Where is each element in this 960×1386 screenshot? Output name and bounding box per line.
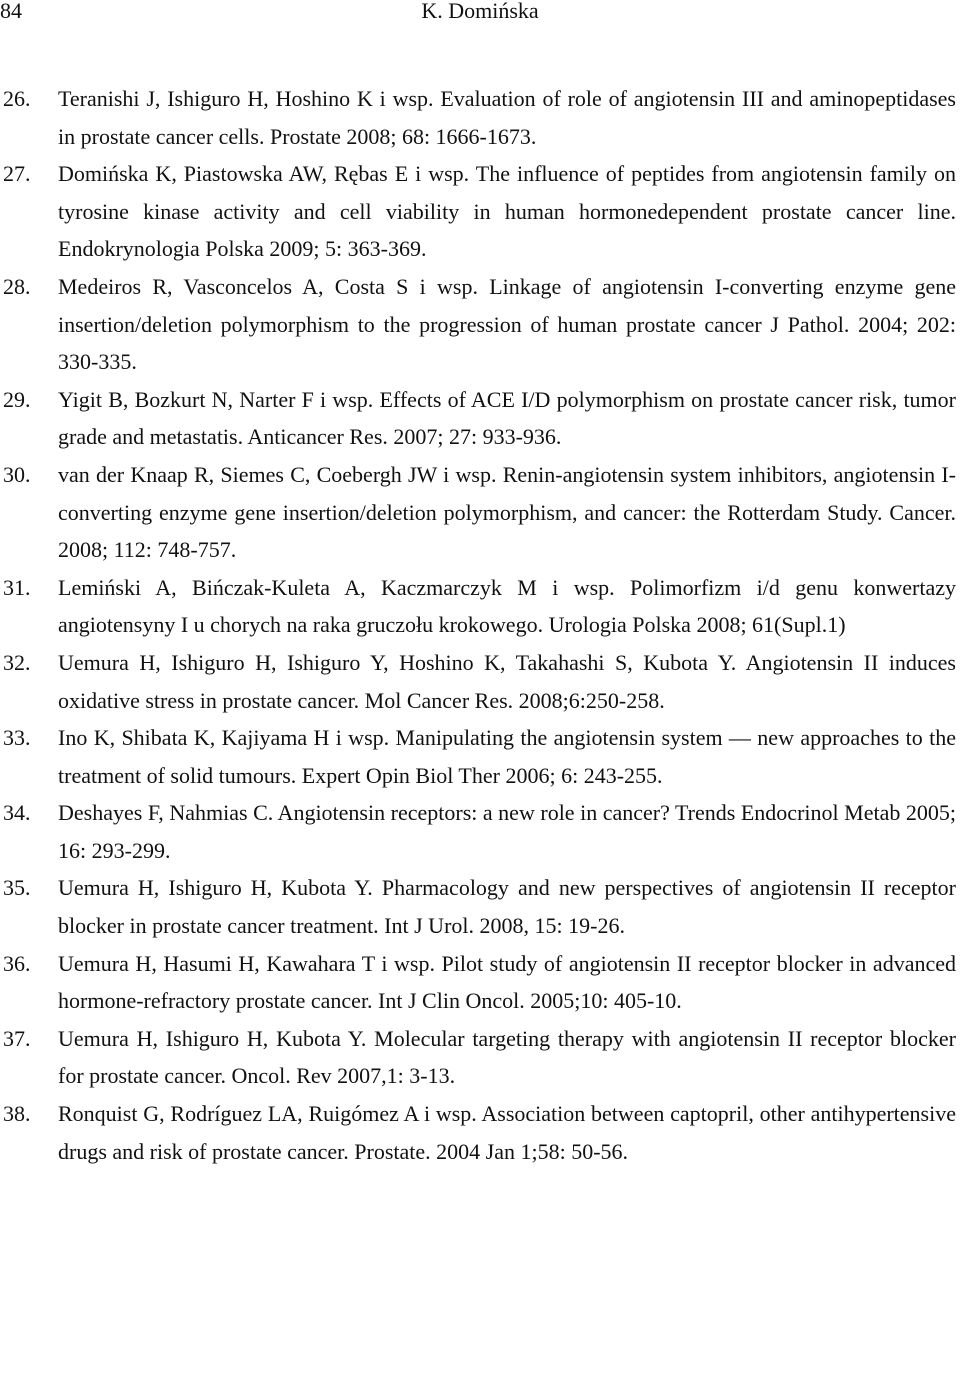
reference-item — [0, 569, 960, 644]
reference-text: van der Knaap R, Siemes C, Coebergh JW i wsp. Renin-angiotensin system inhibitors, angiotensin I-converting enzyme gene insertion/deletion polymorphism, and cancer: the Rotterdam Study. Cancer. 2008; 112: 748-757. — [58, 461, 956, 563]
reference-text: Deshayes F, Nahmias C. Angiotensin receptors: a new role in cancer? Trends Endocrinol Metab 2005; 16: 293-299. — [58, 800, 956, 863]
reference-number: 28. — [3, 273, 31, 299]
reference-number: 26. — [3, 86, 31, 111]
reference-item — [0, 869, 960, 944]
reference-number: 37. — [3, 1025, 31, 1051]
reference-text: Ino K, Shibata K, Kajiyama H i wsp. Manipulating the angiotensin system — new approaches to the treatment of solid tumours. Expert Opin Biol Ther 2006; 6: 243-255. — [58, 725, 956, 788]
reference-number: 34. — [3, 800, 31, 826]
reference-number: 27. — [3, 161, 31, 187]
reference-number: 30. — [3, 461, 31, 487]
reference-text: Domińska K, Piastowska AW, Rębas E i wsp. The influence of peptides from angiotensin family on tyrosine kinase activity and cell viability in human hormonedependent prostate cancer line. Endokrynologia Polska 2009; 5: 363-369. — [58, 161, 956, 262]
reference-text: Uemura H, Ishiguro H, Kubota Y. Pharmacology and new perspectives of angiotensin II receptor blocker in prostate cancer treatment. Int J Urol. 2008, 15: 19-26. — [58, 875, 956, 939]
reference-text: Yigit B, Bozkurt N, Narter F i wsp. Effects of ACE I/D polymorphism on prostate cancer risk, tumor grade and metastatis. Anticancer Res. 2007; 27: 933-936. — [58, 386, 956, 450]
reference-text: Uemura H, Ishiguro H, Kubota Y. Molecular targeting therapy with angiotensin II receptor blocker for prostate cancer. Oncol. Rev 2007,1: 3-13. — [58, 1025, 956, 1089]
running-head: K. Domińska — [421, 0, 539, 23]
reference-text: Uemura H, Hasumi H, Kawahara T i wsp. Pilot study of angiotensin II receptor blocker in advanced hormone-refractory prostate cancer. Int J Clin Oncol. 2005;10: 405-10. — [58, 950, 956, 1014]
reference-item — [0, 945, 960, 1020]
reference-number: 33. — [3, 725, 31, 751]
page-number: 84 — [0, 0, 22, 23]
reference-number: 31. — [3, 574, 31, 600]
reference-list — [0, 80, 960, 1170]
reference-item — [0, 155, 960, 268]
reference-text: Ronquist G, Rodríguez LA, Ruigómez A i wsp. Association between captopril, other antihypertensive drugs and risk of prostate cancer. Prostate. 2004 Jan 1;58: 50-56. — [58, 1101, 956, 1164]
reference-item — [0, 268, 960, 381]
reference-item — [0, 1095, 960, 1170]
reference-item — [0, 794, 960, 869]
reference-item — [0, 1020, 960, 1095]
reference-item — [0, 381, 960, 456]
reference-item — [0, 456, 960, 569]
reference-item — [0, 644, 960, 719]
reference-text: Medeiros R, Vasconcelos A, Costa S i wsp. Linkage of angiotensin I-converting enzyme gene insertion/deletion polymorphism to the progression of human prostate cancer J Pathol. 2004; 202: 330-335. — [58, 273, 956, 375]
reference-text: Uemura H, Ishiguro H, Ishiguro Y, Hoshino K, Takahashi S, Kubota Y. Angiotensin II induces oxidative stress in prostate cancer. Mol Cancer Res. 2008;6:250-258. — [58, 649, 956, 713]
reference-number: 38. — [3, 1101, 31, 1127]
reference-text: Lemiński A, Bińczak-Kuleta A, Kaczmarczyk M i wsp. Polimorfizm i/d genu konwertazy angiotensyny I u chorych na raka gruczołu krokowego. Urologia Polska 2008; 61(Supl.1) — [58, 574, 956, 638]
reference-number: 29. — [3, 386, 31, 412]
reference-number: 35. — [3, 875, 31, 901]
reference-item — [0, 80, 960, 155]
reference-item — [0, 719, 960, 794]
reference-number: 36. — [3, 950, 31, 976]
reference-text: Teranishi J, Ishiguro H, Hoshino K i wsp. Evaluation of role of angiotensin III and aminopeptidases in prostate cancer cells. Prostate 2008; 68: 1666-1673. — [58, 86, 956, 149]
page-header — [0, 0, 960, 28]
reference-number: 32. — [3, 649, 31, 675]
